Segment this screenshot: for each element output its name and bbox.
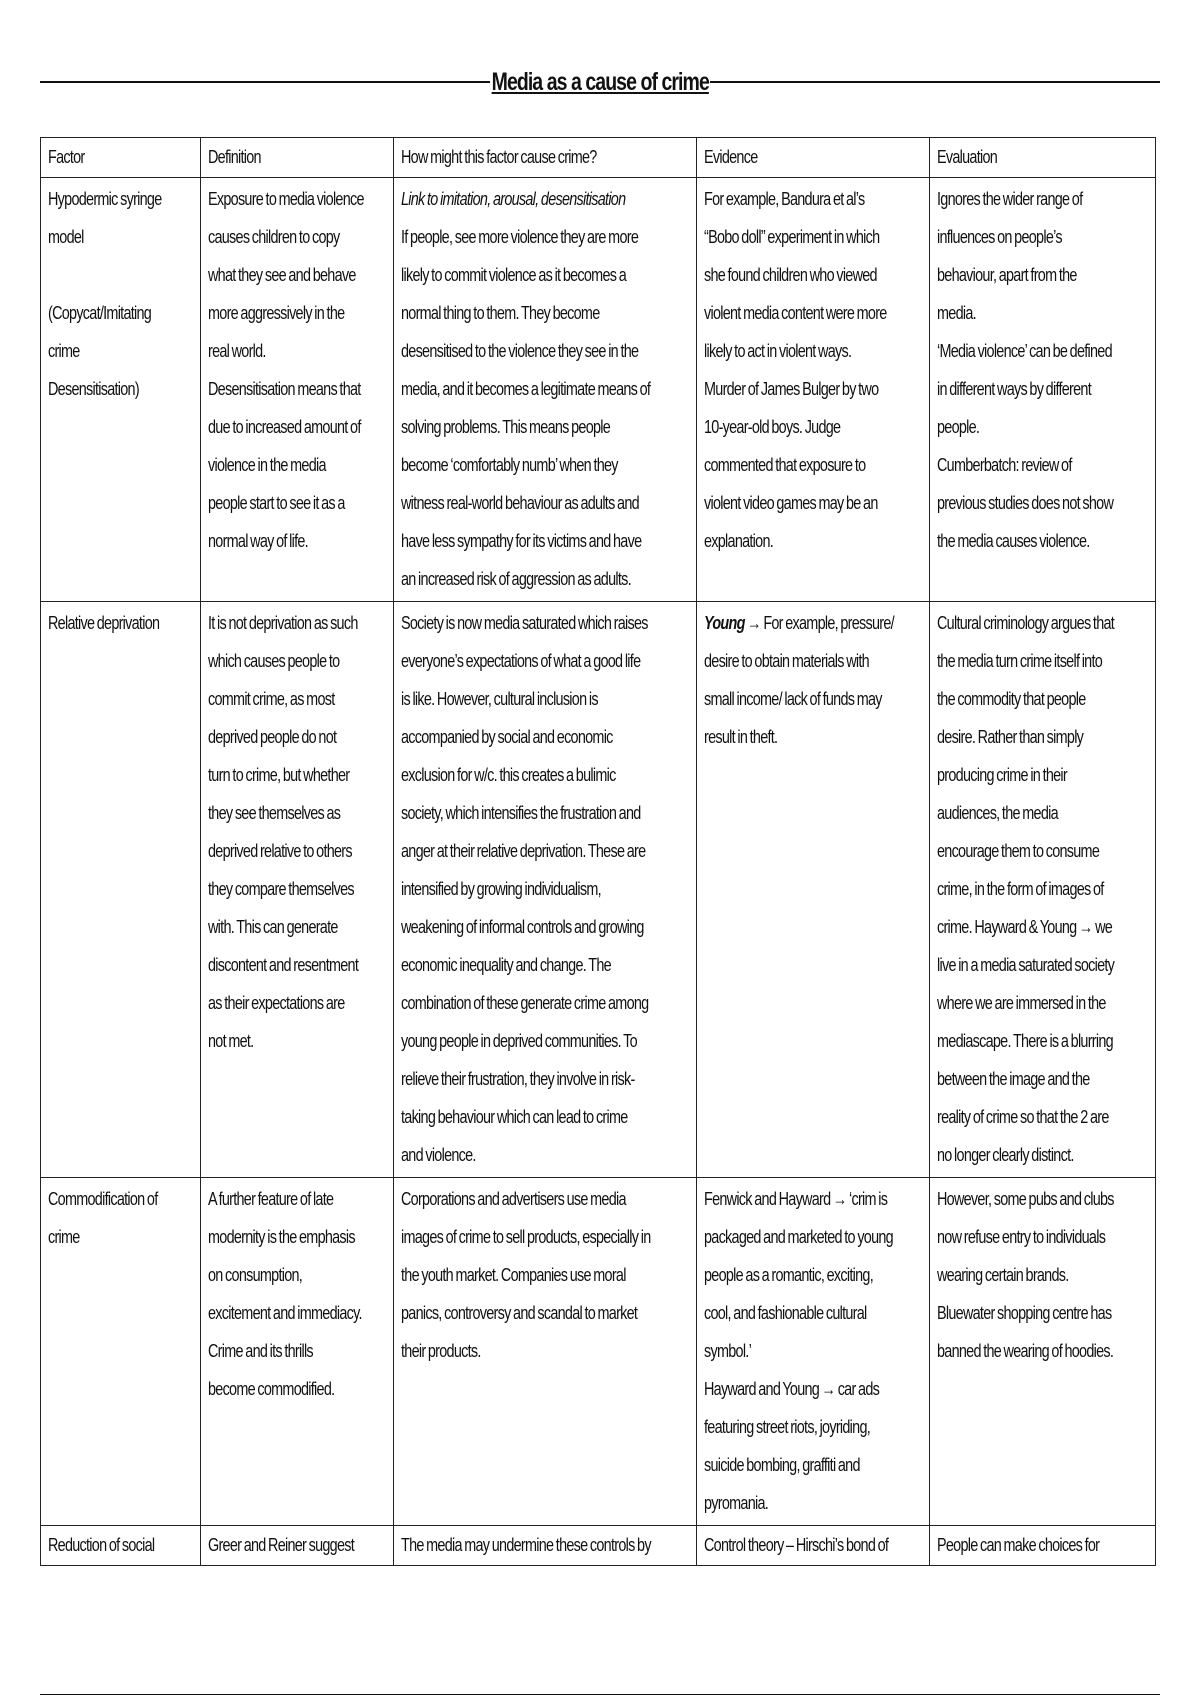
table-row	[41, 1526, 1156, 1566]
cell-line: likely to act in violent ways.	[704, 341, 852, 361]
cell-definition	[201, 178, 394, 602]
cell-line: they see themselves as	[208, 803, 341, 823]
cell-line: violence in the media	[208, 455, 326, 475]
cell-line: they compare themselves	[208, 879, 354, 899]
cell-line: Relative deprivation	[48, 613, 160, 633]
cell-line: witness real-world behaviour as adults and	[401, 493, 639, 513]
cell-line: in different ways by different	[937, 379, 1091, 399]
cell-line: desensitised to the violence they see in the	[401, 341, 639, 361]
cell-line: excitement and immediacy.	[208, 1303, 362, 1323]
header-row	[41, 138, 1156, 178]
cell-line: young people in deprived communities. To	[401, 1031, 637, 1051]
cell-line: the commodity that people	[937, 689, 1086, 709]
cell-line: suicide bombing, graffiti and	[704, 1455, 860, 1475]
cell-line: deprived people do not	[208, 727, 337, 747]
cell-line: desire to obtain materials with	[704, 651, 869, 671]
cell-line: Murder of James Bulger by two	[704, 379, 879, 399]
cause-lead-text: Link to imitation, arousal, desensitisation	[401, 189, 626, 209]
cell-line: become ‘comfortably numb’ when they	[401, 455, 618, 475]
cell-line: featuring street riots, joyriding,	[704, 1417, 871, 1437]
cell-line: Hypodermic syringe	[48, 189, 162, 209]
cell-line: behaviour, apart from the	[937, 265, 1077, 285]
cell-line: people as a romantic, exciting,	[704, 1265, 873, 1285]
cell-line: an increased risk of aggression as adults.	[401, 569, 631, 589]
cell-line: now refuse entry to individuals	[937, 1227, 1106, 1247]
cell-line: violent media content were more	[704, 303, 887, 323]
cell-evidence	[697, 602, 930, 1178]
cell-line: Ignores the wider range of	[937, 189, 1083, 209]
cell-line: the media causes violence.	[937, 531, 1090, 551]
cell-definition	[201, 602, 394, 1178]
cell-factor	[41, 1526, 201, 1566]
cell-line: images of crime to sell products, especially in	[401, 1227, 651, 1247]
cell-line: is like. However, cultural inclusion is	[401, 689, 598, 709]
cell-line: real world.	[208, 341, 266, 361]
cell-line: anger at their relative deprivation. These are	[401, 841, 646, 861]
cell-line: turn to crime, but whether	[208, 765, 350, 785]
cell-line: become commodified.	[208, 1379, 335, 1399]
cell-line: Commodification of	[48, 1189, 158, 1209]
cell-line: panics, controversy and scandal to market	[401, 1303, 638, 1323]
header-definition: Definition	[201, 138, 394, 178]
cell-line: The media may undermine these controls by	[401, 1535, 651, 1555]
cell-line: the youth market. Companies use moral	[401, 1265, 626, 1285]
cell-line: cool, and fashionable cultural	[704, 1303, 867, 1323]
cell-line: the media turn crime itself into	[937, 651, 1103, 671]
cell-line: “Bobo doll” experiment in which	[704, 227, 880, 247]
cell-evidence	[697, 178, 930, 602]
cell-line: causes children to copy	[208, 227, 340, 247]
cell-line: more aggressively in the	[208, 303, 345, 323]
cell-factor	[41, 1178, 201, 1526]
cell-line: relieve their frustration, they involve in risk-	[401, 1069, 635, 1089]
header-evaluation: Evaluation	[930, 138, 1156, 178]
cell-evidence	[697, 1178, 930, 1526]
cell-line: 10-year-old boys. Judge	[704, 417, 841, 437]
cell-evaluation	[930, 1178, 1156, 1526]
cell-line: pyromania.	[704, 1493, 769, 1513]
cell-cause	[394, 602, 697, 1178]
cell-line: People can make choices for	[937, 1535, 1100, 1555]
cell-line: people start to see it as a	[208, 493, 345, 513]
cell-line: Crime and its thrills	[208, 1341, 313, 1361]
cell-line: Bluewater shopping centre has	[937, 1303, 1112, 1323]
cell-line: and violence.	[401, 1145, 476, 1165]
cell-line: between the image and the	[937, 1069, 1090, 1089]
cell-line: encourage them to consume	[937, 841, 1100, 861]
cell-line: model	[48, 227, 84, 247]
cell-line: normal thing to them. They become	[401, 303, 600, 323]
cell-line: likely to commit violence as it becomes a	[401, 265, 626, 285]
cell-line: Reduction of social	[48, 1535, 155, 1555]
cell-line: crime, in the form of images of	[937, 879, 1104, 899]
cell-cause	[394, 178, 697, 602]
cell-line: not met.	[208, 1031, 254, 1051]
cell-line: combination of these generate crime among	[401, 993, 649, 1013]
cell-line: Corporations and advertisers use media	[401, 1189, 626, 1209]
cell-line: commented that exposure to	[704, 455, 866, 475]
evidence-lead-text: Young →	[704, 613, 761, 633]
cell-line: have less sympathy for its victims and have	[401, 531, 642, 551]
cell-line: taking behaviour which can lead to crime	[401, 1107, 628, 1127]
cell-line: symbol.’	[704, 1341, 752, 1361]
cell-cause	[394, 1178, 697, 1526]
cell-line: society, which intensifies the frustration and	[401, 803, 641, 823]
cell-line: due to increased amount of	[208, 417, 361, 437]
cell-line: wearing certain brands.	[937, 1265, 1069, 1285]
cell-line: influences on people’s	[937, 227, 1062, 247]
cell-line: crime	[48, 341, 80, 361]
footer-rule	[40, 1694, 1160, 1695]
cell-line: previous studies does not show	[937, 493, 1114, 513]
header-evidence: Evidence	[697, 138, 930, 178]
cell-line: where we are immersed in the	[937, 993, 1106, 1013]
cell-line: exclusion for w/c. this creates a bulimic	[401, 765, 616, 785]
cell-line: packaged and marketed to young	[704, 1227, 893, 1247]
cell-line: ‘Media violence’ can be defined	[937, 341, 1112, 361]
cell-line: Society is now media saturated which raises	[401, 613, 648, 633]
cell-line: discontent and resentment	[208, 955, 359, 975]
cell-line: media, and it becomes a legitimate means of	[401, 379, 651, 399]
cell-line: everyone’s expectations of what a good life	[401, 651, 641, 671]
cell-line: producing crime in their	[937, 765, 1067, 785]
cell-line: with. This can generate	[208, 917, 338, 937]
cell-line: Fenwick and Hayward → ‘crim is	[704, 1189, 888, 1209]
cell-evidence	[697, 1526, 930, 1566]
table-row	[41, 178, 1156, 602]
cell-line: For example, Bandura et al’s	[704, 189, 865, 209]
cell-line: which causes people to	[208, 651, 340, 671]
cell-line: economic inequality and change. The	[401, 955, 611, 975]
cell-line: result in theft.	[704, 727, 778, 747]
cell-line: live in a media saturated society	[937, 955, 1115, 975]
cell-line: reality of crime so that the 2 are	[937, 1107, 1109, 1127]
cell-factor	[41, 602, 201, 1178]
cell-line: audiences, the media	[937, 803, 1058, 823]
cell-line: Greer and Reiner suggest	[208, 1535, 355, 1555]
cell-cause	[394, 1526, 697, 1566]
cell-line: Exposure to media violence	[208, 189, 364, 209]
cell-evaluation	[930, 1526, 1156, 1566]
cell-line: as their expectations are	[208, 993, 345, 1013]
cell-line: Desensitisation means that	[208, 379, 361, 399]
cell-line: solving problems. This means people	[401, 417, 611, 437]
page-title	[0, 68, 1200, 97]
cell-line: small income/ lack of funds may	[704, 689, 882, 709]
cell-definition	[201, 1178, 394, 1526]
cell-line: violent video games may be an	[704, 493, 878, 513]
cell-line: their products.	[401, 1341, 481, 1361]
cell-line: banned the wearing of hoodies.	[937, 1341, 1114, 1361]
cell-line: no longer clearly distinct.	[937, 1145, 1074, 1165]
cell-line: It is not deprivation as such	[208, 613, 358, 633]
cell-line: A further feature of late	[208, 1189, 334, 1209]
cell-line: crime. Hayward & Young → we	[937, 917, 1113, 937]
cell-line: mediascape. There is a blurring	[937, 1031, 1113, 1051]
cell-line: Cumberbatch: review of	[937, 455, 1072, 475]
cell-line: Control theory – Hirschi’s bond of	[704, 1535, 889, 1555]
cell-line: desire. Rather than simply	[937, 727, 1084, 747]
cell-line: crime	[48, 1227, 80, 1247]
header-cause: How might this factor cause crime?	[394, 138, 697, 178]
cell-line: weakening of informal controls and growing	[401, 917, 644, 937]
cell-line: media.	[937, 303, 976, 323]
table-row	[41, 602, 1156, 1178]
cell-line: deprived relative to others	[208, 841, 352, 861]
cell-line: accompanied by social and economic	[401, 727, 613, 747]
cell-line: intensified by growing individualism,	[401, 879, 601, 899]
cell-line: (Copycat/Imitating	[48, 303, 152, 323]
cell-line: Desensitisation)	[48, 379, 139, 399]
cell-line: Hayward and Young → car ads	[704, 1379, 880, 1399]
table-row	[41, 1178, 1156, 1526]
cell-definition	[201, 1526, 394, 1566]
cell-line: explanation.	[704, 531, 774, 551]
cell-line: what they see and behave	[208, 265, 356, 285]
cell-line: normal way of life.	[208, 531, 308, 551]
media-crime-table	[40, 137, 1156, 1566]
cell-evaluation	[930, 602, 1156, 1178]
page-title-text: Media as a cause of crime	[491, 68, 709, 96]
cell-line: on consumption,	[208, 1265, 303, 1285]
cell-factor	[41, 178, 201, 602]
cell-line: people.	[937, 417, 980, 437]
cell-line: If people, see more violence they are more	[401, 227, 639, 247]
cell-line: modernity is the emphasis	[208, 1227, 355, 1247]
cell-line: Cultural criminology argues that	[937, 613, 1115, 633]
cell-line: she found children who viewed	[704, 265, 877, 285]
cell-line: However, some pubs and clubs	[937, 1189, 1114, 1209]
header-factor: Factor	[41, 138, 201, 178]
cell-evaluation	[930, 178, 1156, 602]
cell-line: commit crime, as most	[208, 689, 335, 709]
cell-line	[48, 256, 50, 294]
cell-line: Young → For example, pressure/	[704, 613, 894, 633]
